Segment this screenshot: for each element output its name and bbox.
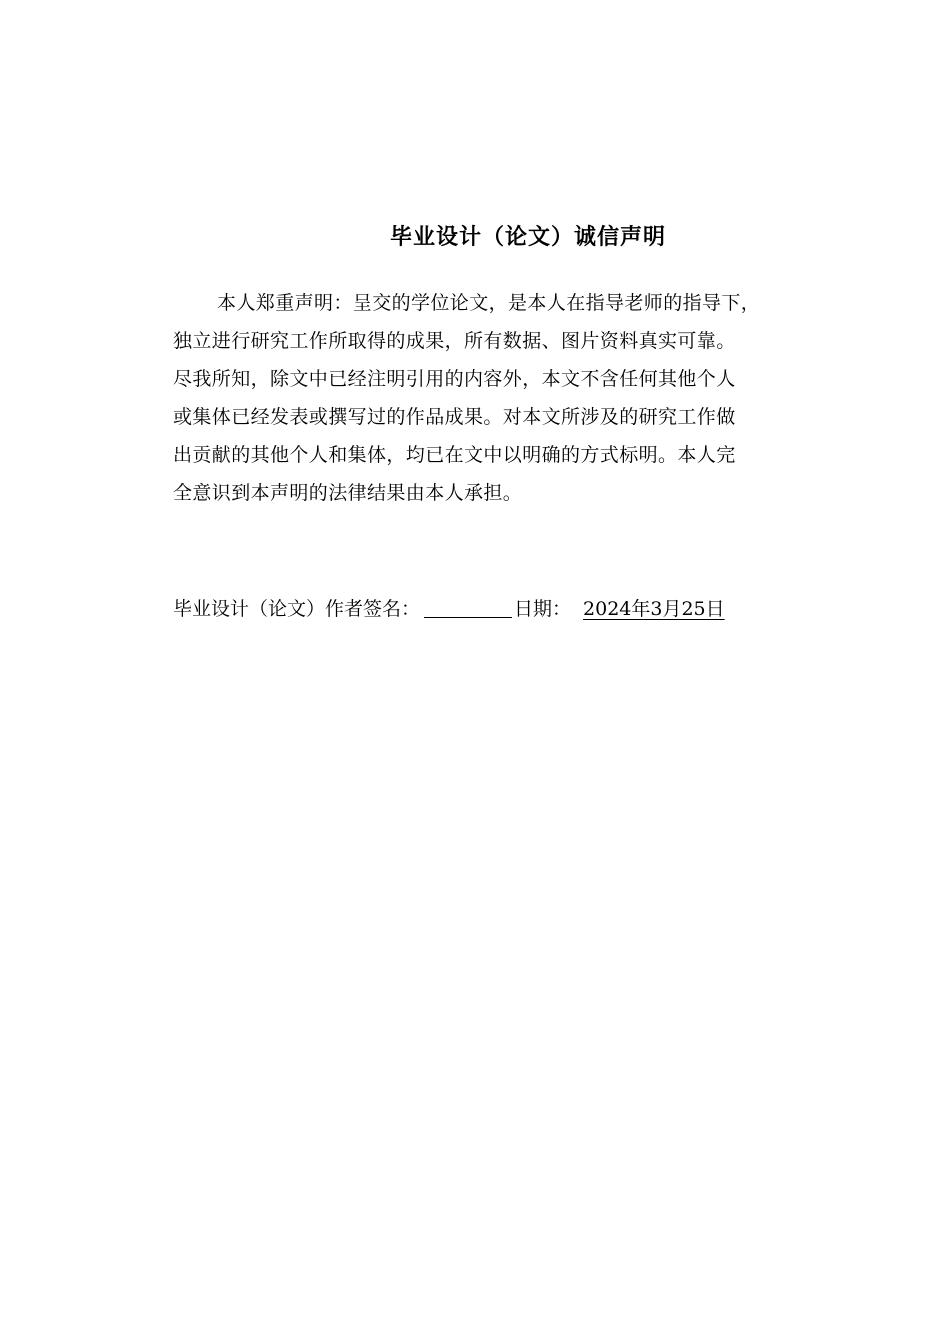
date-label: 日期： <box>514 598 572 620</box>
statement-line-6: 全意识到本声明的法律结果由本人承担。 <box>173 482 523 504</box>
statement-line-2: 独立进行研究工作所取得的成果，所有数据、图片资料真实可靠。 <box>173 330 736 352</box>
author-signature-label: 毕业设计（论文）作者签名： <box>173 598 421 620</box>
signature-row <box>173 592 725 626</box>
statement-line-5: 出贡献的其他个人和集体，均已在文中以明确的方式标明。本人完 <box>173 444 736 466</box>
statement-line-3: 尽我所知，除文中已经注明引用的内容外，本文不含任何其他个人 <box>173 368 736 390</box>
statement-line-1: 本人郑重声明：呈交的学位论文，是本人在指导老师的指导下， <box>217 292 761 314</box>
statement-line-4: 或集体已经发表或撰写过的作品成果。对本文所涉及的研究工作做 <box>173 406 736 428</box>
integrity-statement <box>173 284 833 512</box>
date-value: 2024年3月25日 <box>583 598 725 620</box>
author-signature-field <box>424 595 512 618</box>
page-title: 毕业设计（论文）诚信声明 <box>389 225 666 250</box>
